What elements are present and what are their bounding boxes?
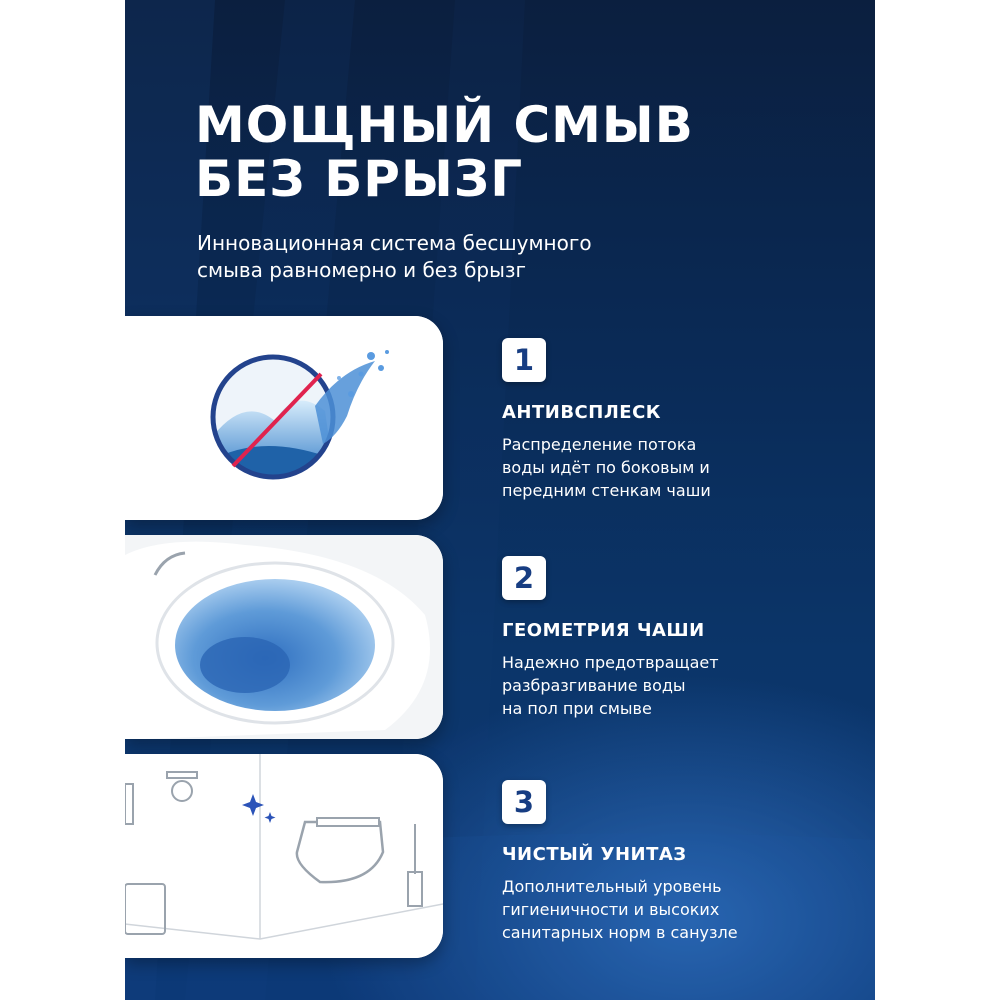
feature-title: ГЕОМЕТРИЯ ЧАШИ bbox=[502, 620, 705, 641]
toilet-bowl-image bbox=[125, 535, 443, 739]
clean-toilet-image-card bbox=[125, 754, 443, 958]
no-splash-icon bbox=[125, 316, 443, 520]
feature-number-badge: 3 bbox=[502, 780, 546, 824]
dark-blue-panel bbox=[125, 0, 875, 1000]
feature-anti-splash bbox=[502, 338, 872, 502]
feature-number-badge: 1 bbox=[502, 338, 546, 382]
feature-title: ЧИСТЫЙ УНИТАЗ bbox=[502, 844, 687, 865]
feature-title: АНТИВСПЛЕСК bbox=[502, 402, 662, 423]
bathroom-sketch-image bbox=[125, 754, 443, 958]
page-title: МОЩНЫЙ СМЫВ БЕЗ БРЫЗГ bbox=[195, 96, 694, 208]
feature-bowl-geometry bbox=[502, 556, 872, 720]
page-subtitle: Инновационная система бесшумного смыва равномерно и без брызг bbox=[197, 231, 592, 282]
feature-description: Дополнительный уровень гигиеничности и высоких санитарных норм в санузле bbox=[502, 877, 738, 942]
feature-clean-toilet bbox=[502, 780, 872, 944]
bowl-geometry-image-card bbox=[125, 535, 443, 739]
feature-number-badge: 2 bbox=[502, 556, 546, 600]
feature-description: Распределение потока воды идёт по боковым и передним стенкам чаши bbox=[502, 435, 711, 500]
anti-splash-image-card bbox=[125, 316, 443, 520]
feature-description: Надежно предотвращает разбразгивание воды на пол при смыве bbox=[502, 653, 719, 718]
